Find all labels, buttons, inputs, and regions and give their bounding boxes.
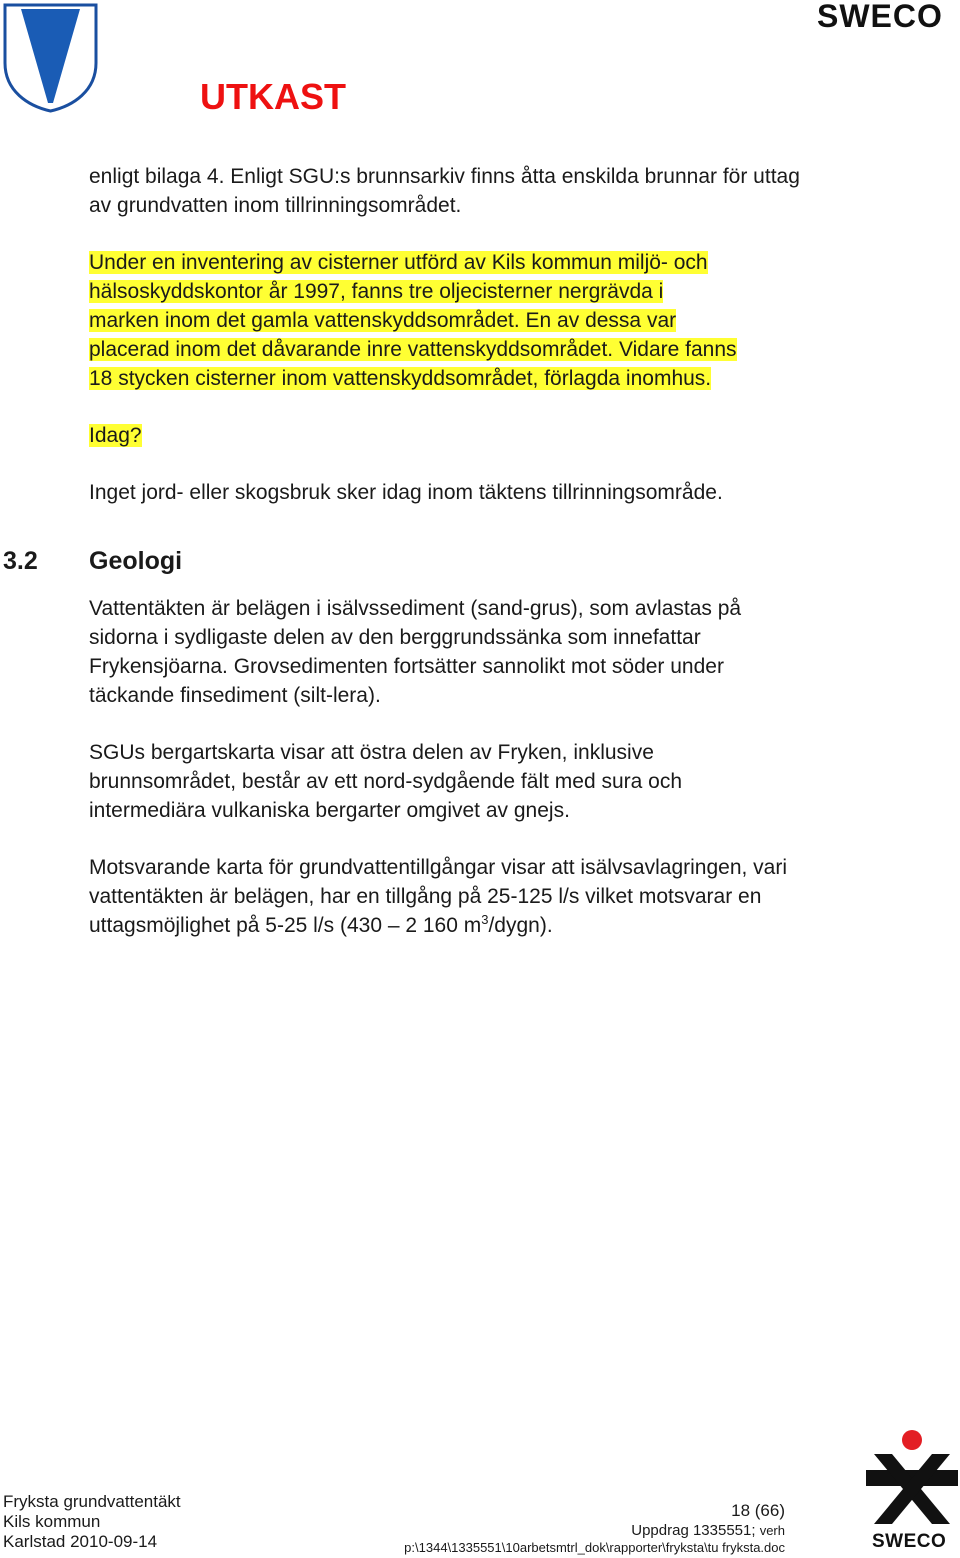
assignment-suffix: verh bbox=[759, 1523, 785, 1538]
paragraph-question bbox=[89, 421, 809, 450]
highlight-line: placerad inom det dåvarande inre vattenskyddsområdet. Vidare fanns bbox=[89, 338, 737, 361]
groundwater-text-end: /dygn). bbox=[488, 914, 553, 937]
assignment-number: Uppdrag 1335551; bbox=[631, 1522, 756, 1539]
highlight-line: marken inom det gamla vattenskyddsområdet. En av dessa var bbox=[89, 309, 677, 332]
footer-page: 18 (66) bbox=[731, 1501, 785, 1520]
sweco-logo-footer: SWECO bbox=[872, 1531, 947, 1552]
draft-stamp: UTKAST bbox=[200, 76, 346, 117]
sweco-emblem-icon bbox=[866, 1428, 958, 1526]
groundwater-text: Motsvarande karta för grundvattentillgångar visar att isälvsavlagringen, vari vattentäkten är belägen, har en tillgång på 25-125 l/s vilket motsvarar en uttagsmöjlighet på 5-25 l/s (430 – 2 160 m bbox=[89, 856, 788, 937]
paragraph-groundwater-map bbox=[89, 853, 789, 940]
sweco-logo-header: SWECO bbox=[817, 0, 943, 34]
paragraph-forestry: Inget jord- eller skogsbruk sker idag inom täktens tillrinningsområde. bbox=[89, 481, 723, 504]
highlight-question: Idag? bbox=[89, 424, 142, 447]
paragraph-geology: Vattentäkten är belägen i isälvssediment (sand-grus), som avlastas på sidorna i sydligaste delen av den berggrundssänka som innefattar Frykensjöarna. Grovsedimenten fortsätter sannolikt mot söder under täckande finsediment (silt-lera). bbox=[89, 597, 742, 707]
municipal-coat-of-arms-icon bbox=[3, 3, 98, 113]
footer-file-path: p:\1344\1335551\10arbetsmtrl_dok\rapporter\fryksta\tu fryksta.doc bbox=[404, 1540, 785, 1555]
superscript-cubed: 3 bbox=[481, 912, 489, 927]
paragraph-wells: enligt bilaga 4. Enligt SGU:s brunnsarkiv finns åtta enskilda brunnar för uttag av grundvatten inom tillrinningsområdet. bbox=[89, 165, 800, 217]
footer-assignment bbox=[400, 1522, 785, 1539]
footer-project: Fryksta grundvattentäkt bbox=[3, 1492, 181, 1511]
section-title: Geologi bbox=[89, 547, 183, 575]
footer-left bbox=[3, 1492, 181, 1552]
paragraph-bedrock-map: SGUs bergartskarta visar att östra delen av Fryken, inklusive brunnsområdet, består av ett nord-sydgående fält med sura och intermediära vulkaniska bergarter omgivet av gnejs. bbox=[89, 741, 683, 822]
section-number: 3.2 bbox=[3, 547, 38, 575]
highlight-line: 18 stycken cisterner inom vattenskyddsområdet, förlagda inomhus. bbox=[89, 367, 712, 390]
footer-client: Kils kommun bbox=[3, 1512, 101, 1531]
highlight-line: hälsoskyddskontor år 1997, fanns tre oljecisterner nergrävda i bbox=[89, 280, 664, 303]
paragraph-cisterns bbox=[89, 248, 809, 393]
footer-place-date: Karlstad 2010-09-14 bbox=[3, 1532, 158, 1551]
highlight-line: Under en inventering av cisterner utförd av Kils kommun miljö- och bbox=[89, 251, 708, 274]
